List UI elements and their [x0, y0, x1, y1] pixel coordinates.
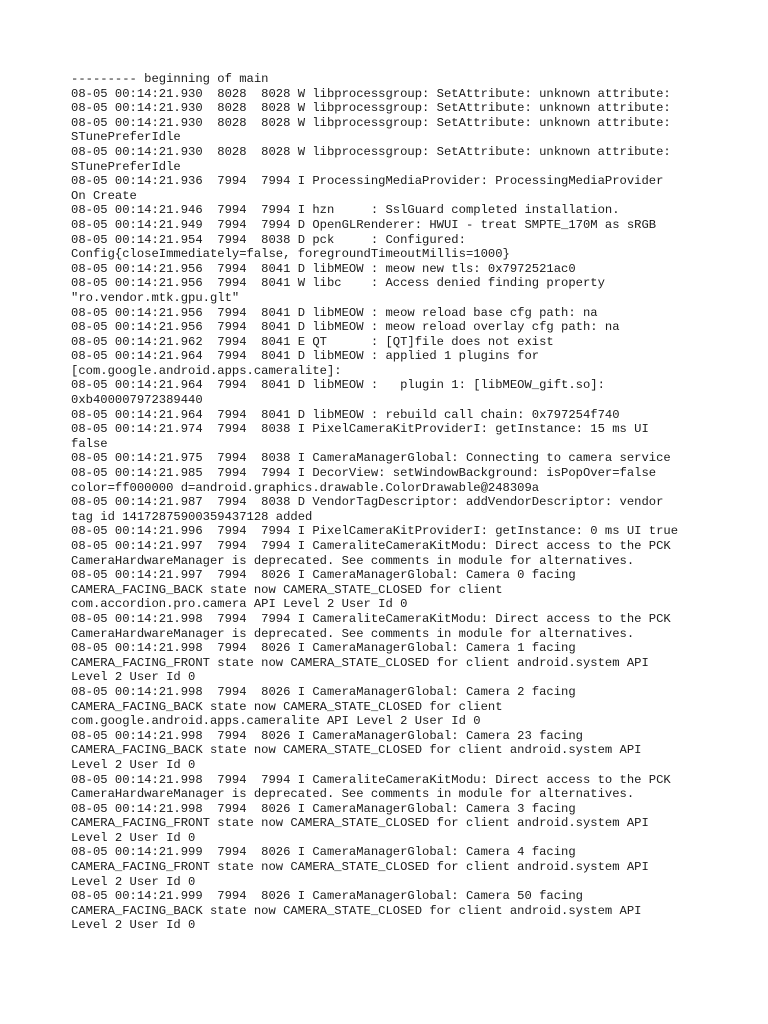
log-line: CameraHardwareManager is deprecated. See comments in module for alternatives.: [71, 626, 635, 641]
log-line: 08-05 00:14:21.936 7994 7994 I ProcessingMediaProvider: ProcessingMediaProvider: [71, 174, 664, 189]
log-line: CAMERA_FACING_BACK state now CAMERA_STATE_CLOSED for client: [71, 699, 503, 714]
log-line: 08-05 00:14:21.964 7994 8041 D libMEOW : rebuild call chain: 0x797254f740: [71, 407, 620, 422]
log-line: "ro.vendor.mtk.gpu.glt": [71, 290, 240, 305]
log-line: com.accordion.pro.camera API Level 2 User Id 0: [71, 597, 408, 612]
log-line: com.google.android.apps.cameralite API Level 2 User Id 0: [71, 714, 481, 729]
log-line: CameraHardwareManager is deprecated. See comments in module for alternatives.: [71, 787, 635, 802]
log-line: CAMERA_FACING_BACK state now CAMERA_STATE_CLOSED for client android.system API: [71, 743, 642, 758]
log-line: [com.google.android.apps.cameralite]:: [71, 363, 342, 378]
log-line: 08-05 00:14:21.949 7994 7994 D OpenGLRenderer: HWUI - treat SMPTE_170M as sRGB: [71, 217, 657, 232]
log-line: 08-05 00:14:21.998 7994 7994 I CameraliteCameraKitModu: Direct access to the PCK: [71, 772, 671, 787]
log-line: 08-05 00:14:21.956 7994 8041 W libc : Access denied finding property: [71, 276, 605, 291]
log-line: Config{closeImmediately=false, foregroundTimeoutMillis=1000}: [71, 247, 510, 262]
log-line: Level 2 User Id 0: [71, 757, 196, 772]
log-line: 08-05 00:14:21.985 7994 7994 I DecorView: setWindowBackground: isPopOver=false: [71, 466, 657, 481]
log-line: 08-05 00:14:21.930 8028 8028 W libprocessgroup: SetAttribute: unknown attribute:: [71, 115, 671, 130]
log-line: 08-05 00:14:21.956 7994 8041 D libMEOW : meow reload overlay cfg path: na: [71, 320, 620, 335]
log-line: Level 2 User Id 0: [71, 874, 196, 889]
log-line: 08-05 00:14:21.997 7994 8026 I CameraManagerGlobal: Camera 0 facing: [71, 568, 576, 583]
log-line: Level 2 User Id 0: [71, 918, 196, 933]
log-line: false: [71, 436, 108, 451]
log-line: CameraHardwareManager is deprecated. See comments in module for alternatives.: [71, 553, 635, 568]
log-line: 08-05 00:14:21.997 7994 7994 I CameraliteCameraKitModu: Direct access to the PCK: [71, 539, 671, 553]
log-line: 08-05 00:14:21.999 7994 8026 I CameraManagerGlobal: Camera 50 facing: [71, 889, 583, 904]
log-line: CAMERA_FACING_BACK state now CAMERA_STATE_CLOSED for client android.system API: [71, 903, 642, 918]
log-line: STunePreferIdle: [71, 130, 181, 145]
log-line: Level 2 User Id 0: [71, 670, 196, 685]
log-line: 0xb400007972389440: [71, 393, 203, 408]
log-line: CAMERA_FACING_FRONT state now CAMERA_STATE_CLOSED for client android.system API: [71, 655, 649, 670]
log-line: 08-05 00:14:21.998 7994 7994 I CameraliteCameraKitModu: Direct access to the PCK: [71, 611, 671, 626]
log-line: 08-05 00:14:21.930 8028 8028 W libprocessgroup: SetAttribute: unknown attribute:: [71, 101, 671, 116]
log-line: 08-05 00:14:21.954 7994 8038 D pck : Configured:: [71, 232, 466, 247]
log-line: 08-05 00:14:21.964 7994 8041 D libMEOW : applied 1 plugins for: [71, 349, 540, 364]
log-line: 08-05 00:14:21.999 7994 8026 I CameraManagerGlobal: Camera 4 facing: [71, 845, 576, 860]
log-line: Level 2 User Id 0: [71, 830, 196, 845]
log-line: 08-05 00:14:21.964 7994 8041 D libMEOW : plugin 1: [libMEOW_gift.so]:: [71, 378, 605, 393]
log-line: CAMERA_FACING_FRONT state now CAMERA_STATE_CLOSED for client android.system API: [71, 860, 649, 875]
log-line: 08-05 00:14:21.956 7994 8041 D libMEOW : meow new tls: 0x7972521ac0: [71, 261, 576, 276]
log-line: 08-05 00:14:21.998 7994 8026 I CameraManagerGlobal: Camera 1 facing: [71, 641, 576, 656]
log-line: tag id 14172875900359437128 added: [71, 509, 313, 524]
log-line: 08-05 00:14:21.956 7994 8041 D libMEOW : meow reload base cfg path: na: [71, 305, 598, 320]
log-line: 08-05 00:14:21.962 7994 8041 E QT : [QT]file does not exist: [71, 334, 554, 349]
log-line: 08-05 00:14:21.998 7994 8026 I CameraManagerGlobal: Camera 23 facing: [71, 728, 583, 743]
log-line: 08-05 00:14:21.987 7994 8038 D VendorTagDescriptor: addVendorDescriptor: vendor: [71, 495, 664, 510]
log-line: color=ff000000 d=android.graphics.drawable.ColorDrawable@248309a: [71, 480, 540, 495]
log-line: 08-05 00:14:21.930 8028 8028 W libprocessgroup: SetAttribute: unknown attribute:: [71, 144, 671, 159]
log-text-block: [71, 72, 731, 933]
log-line: --------- beginning of main: [71, 72, 269, 86]
log-line: CAMERA_FACING_FRONT state now CAMERA_STATE_CLOSED for client android.system API: [71, 816, 649, 831]
log-line: CAMERA_FACING_BACK state now CAMERA_STATE_CLOSED for client: [71, 582, 503, 597]
log-line: 08-05 00:14:21.930 8028 8028 W libprocessgroup: SetAttribute: unknown attribute:: [71, 86, 671, 101]
log-line: 08-05 00:14:21.998 7994 8026 I CameraManagerGlobal: Camera 2 facing: [71, 684, 576, 699]
log-line: 08-05 00:14:21.996 7994 7994 I PixelCameraKitProviderI: getInstance: 0 ms UI true: [71, 524, 679, 539]
log-line: On Create: [71, 188, 137, 203]
log-line: 08-05 00:14:21.974 7994 8038 I PixelCameraKitProviderI: getInstance: 15 ms UI: [71, 422, 649, 437]
log-line: 08-05 00:14:21.975 7994 8038 I CameraManagerGlobal: Connecting to camera service: [71, 451, 671, 466]
log-line: 08-05 00:14:21.998 7994 8026 I CameraManagerGlobal: Camera 3 facing: [71, 801, 576, 816]
log-line: 08-05 00:14:21.946 7994 7994 I hzn : SslGuard completed installation.: [71, 203, 620, 218]
log-line: STunePreferIdle: [71, 159, 181, 174]
